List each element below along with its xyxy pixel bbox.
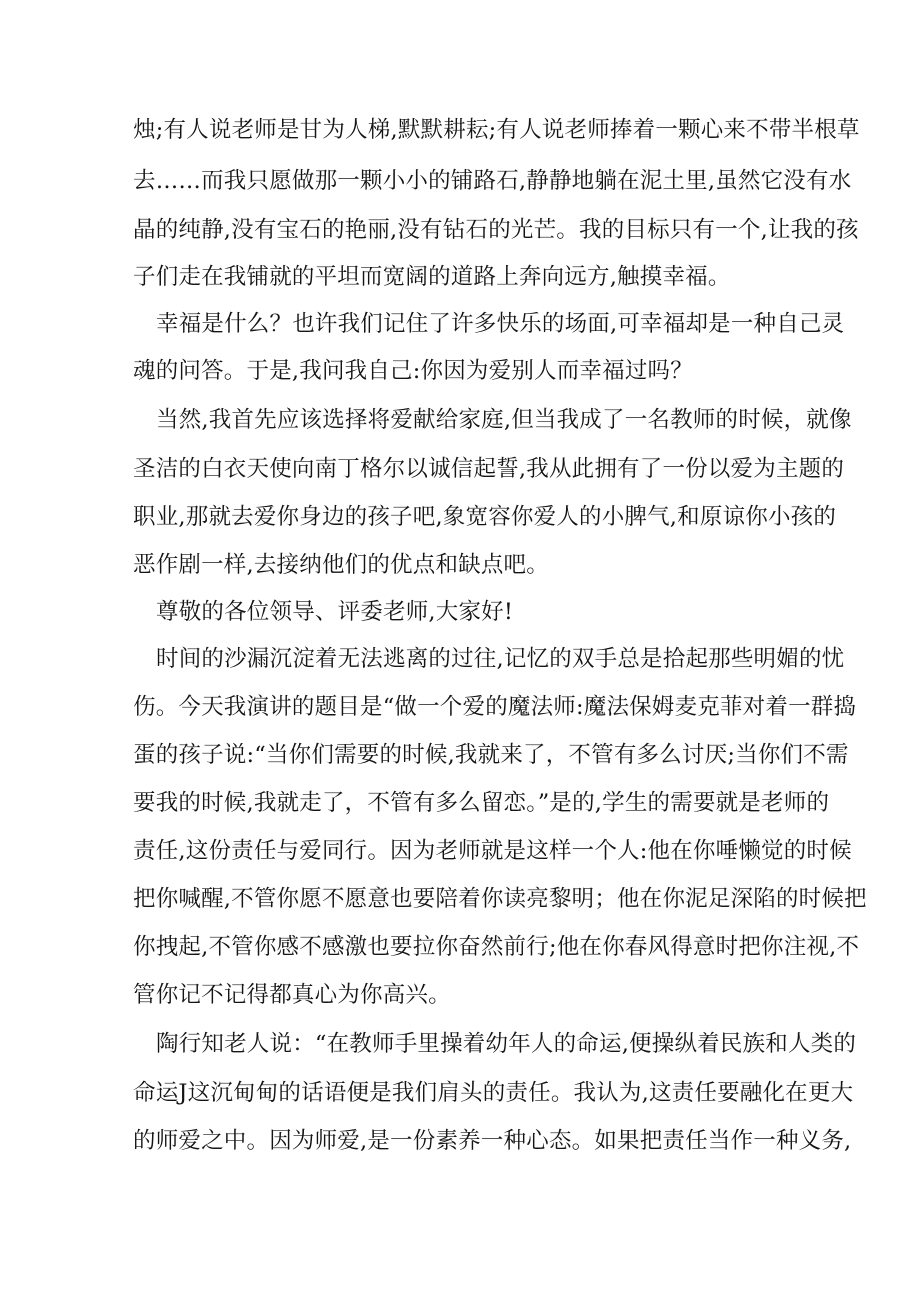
text-line: 管你记不记得都真心为你高兴。 [133,982,451,1008]
text-line: 恶作剧一样,去接纳他们的优点和缺点吧。 [133,552,549,578]
text-line: 尊敬的各位领导、评委老师,大家好! [156,599,514,625]
text-line: 当然,我首先应该选择将爱献给家庭,但当我成了一名教师的时候，就像 [156,407,852,433]
text-line: 魂的问答。于是,我问我自己:你因为爱别人而幸福过吗？ [133,358,693,384]
text-line: 晶的纯静,没有宝石的艳丽,没有钻石的光芒。我的目标只有一个,让我的孩 [133,217,859,243]
text-line: 幸福是什么？也许我们记住了许多快乐的场面,可幸福却是一种自己灵 [156,311,845,337]
text-line: 去……而我只愿做那一颗小小的铺路石,静静地躺在泥土里,虽然它没有水 [133,168,852,194]
text-line: 蛋的孩子说:“当你们需要的时候,我就来了，不管有多么讨厌;当你们不需 [133,742,849,768]
text-line: 陶行知老人说：“在教师手里操着幼年人的命运,便操纵着民族和人类的 [156,1031,857,1057]
text-line: 时间的沙漏沉淀着无法逃离的过往,记忆的双手总是拾起那些明媚的忧 [156,646,845,672]
text-line: 子们走在我铺就的平坦而宽阔的道路上奔向远方,触摸幸福。 [133,264,731,290]
text-line: 命运J这沉甸甸的话语便是我们肩头的责任。我认为,这责任要融化在更大 [133,1080,854,1106]
text-line: 圣洁的白衣天使向南丁格尔以诚信起誓,我从此拥有了一份以爱为主题的 [133,456,845,482]
text-line: 要我的时候,我就走了，不管有多么留恋。”是的,学生的需要就是老师的 [133,790,830,816]
text-line: 你拽起,不管你感不感激也要拉你奋然前行;他在你春风得意时把你注视,不 [133,934,860,960]
text-line: 烛;有人说老师是甘为人梯,默默耕耘;有人说老师捧着一颗心来不带半根草 [133,117,860,143]
text-line: 的师爱之中。因为师爱,是一份素养一种心态。如果把责任当作一种义务, [133,1128,852,1154]
text-line: 职业,那就去爱你身边的孩子吧,象宽容你爱人的小脾气,和原谅你小孩的 [133,504,837,530]
text-line: 责任,这份责任与爱同行。因为老师就是这样一个人:他在你唾懒觉的时候 [133,838,852,864]
text-line: 把你喊醒,不管你愿不愿意也要陪着你读亮黎明；他在你泥足深陷的时候把 [133,886,867,912]
text-line: 伤。今天我演讲的题目是“做一个爱的魔法师:魔法保姆麦克菲对着一群捣 [133,694,857,720]
